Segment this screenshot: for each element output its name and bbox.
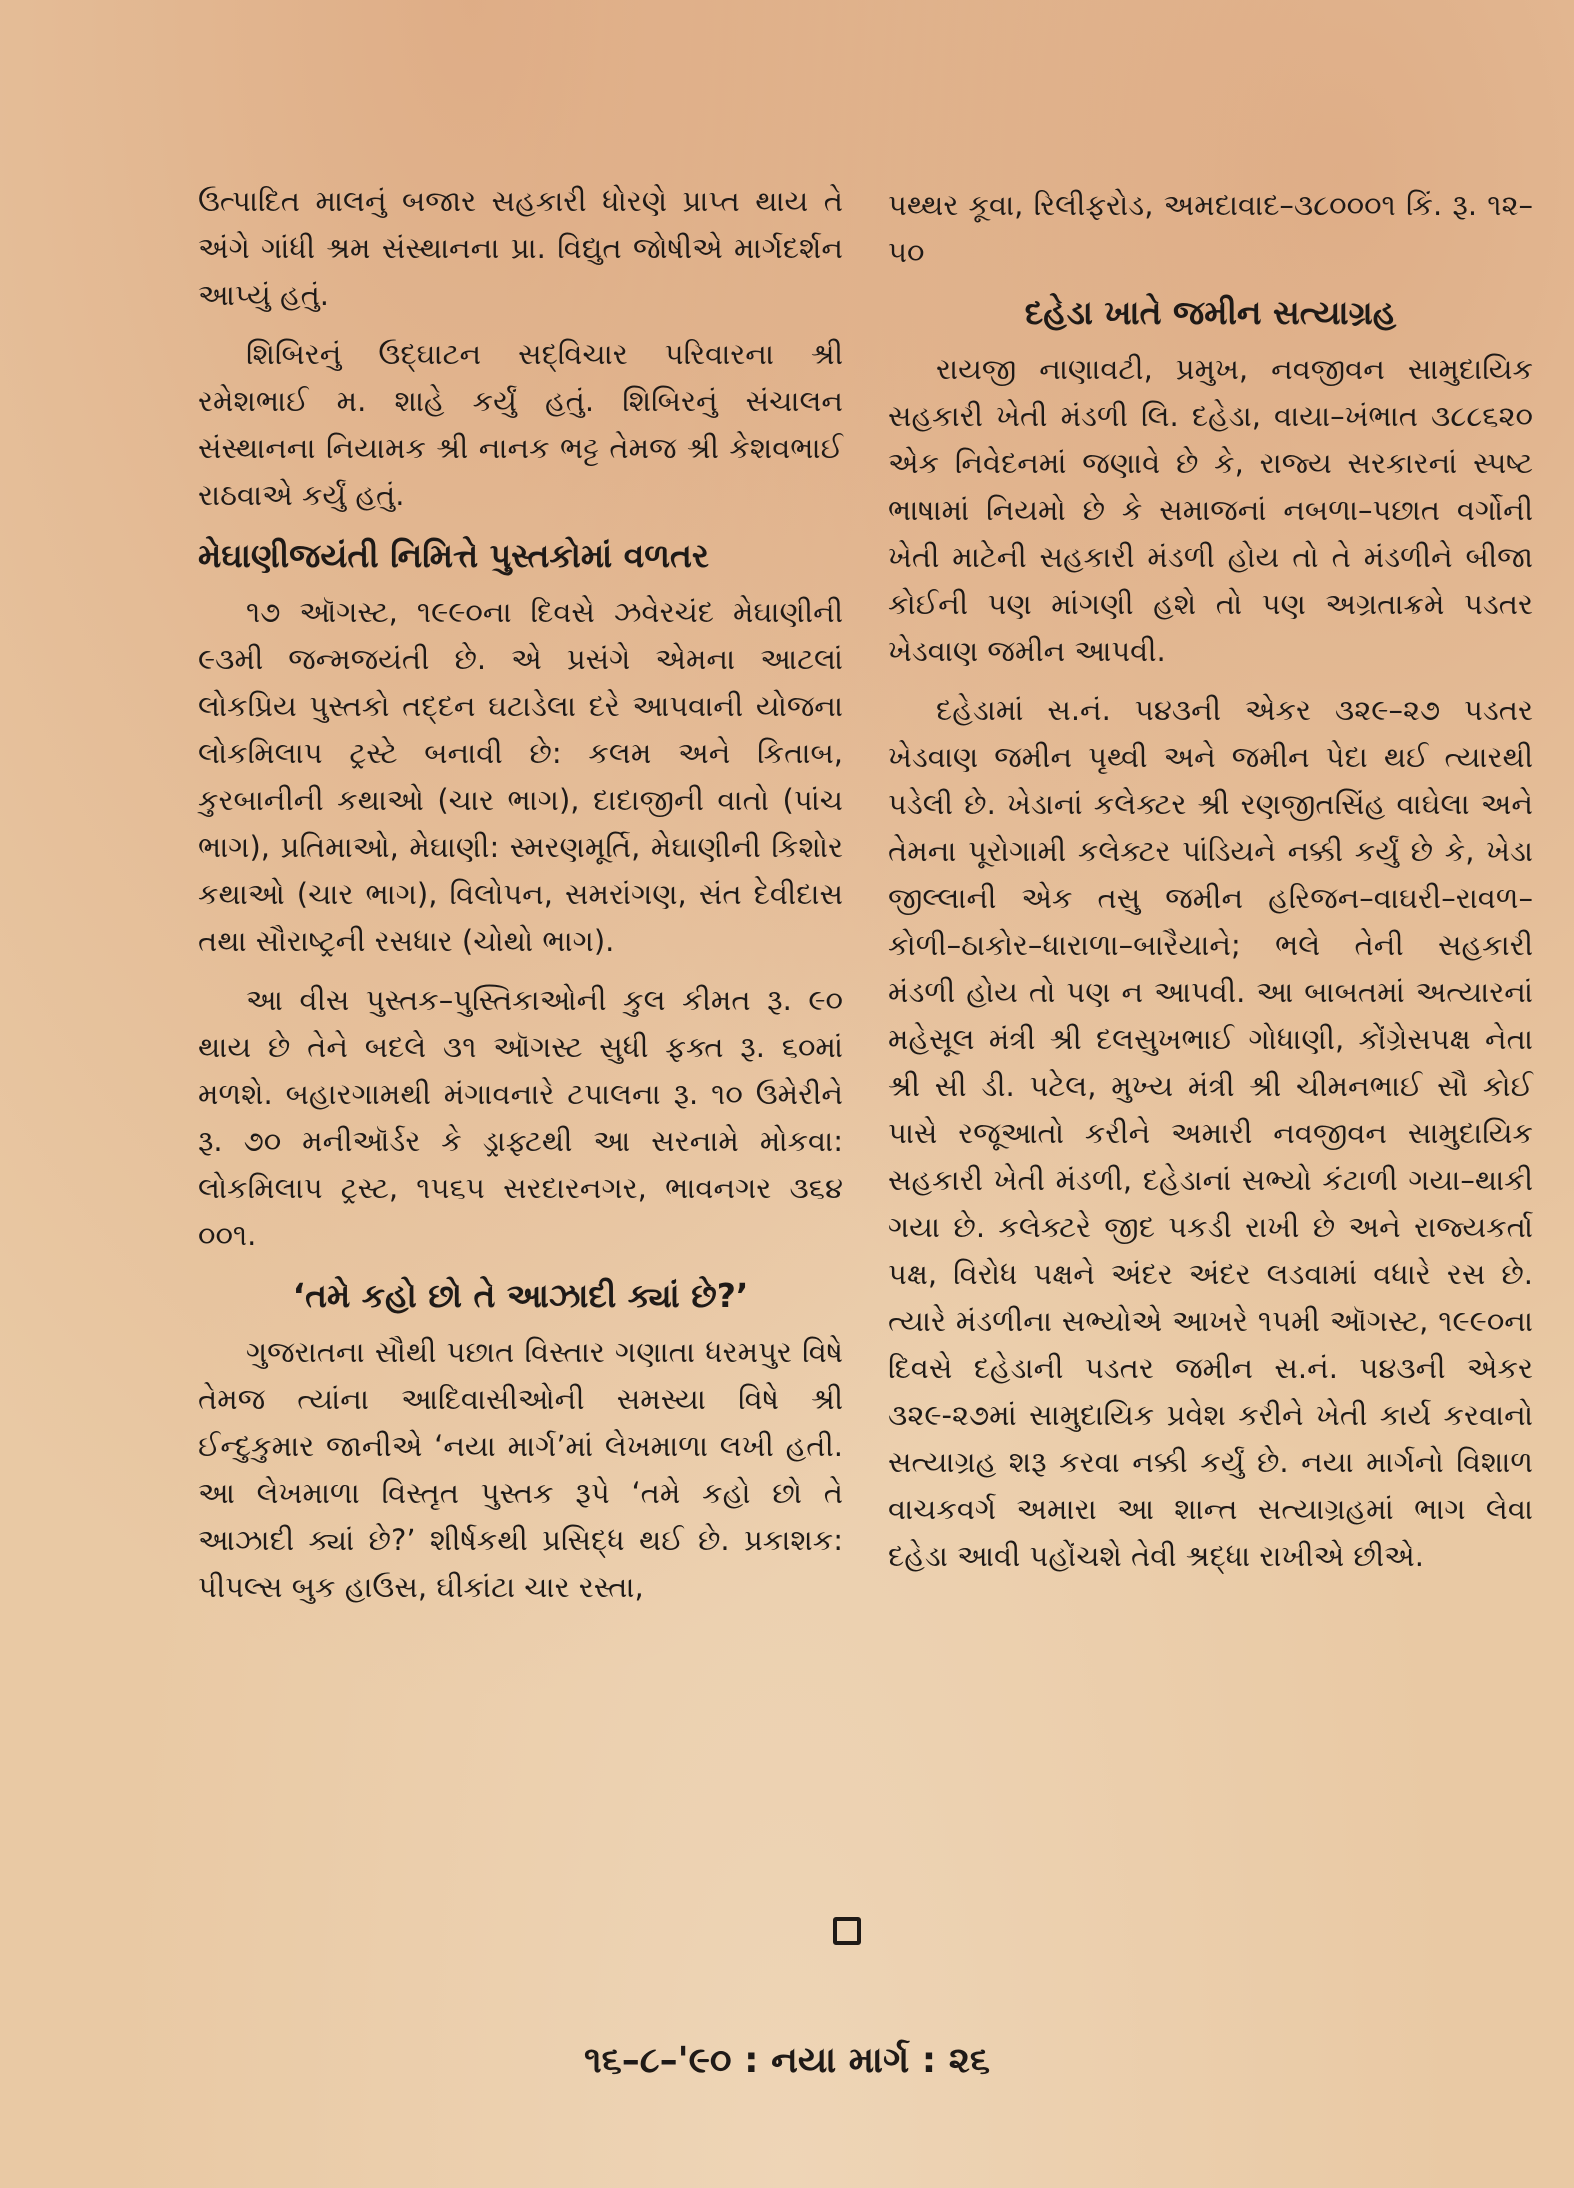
heading-meghani-jayanti: મેઘાણીજયંતી નિમિત્તે પુસ્તકોમાં વળતર — [198, 536, 709, 575]
heading-daheda-satyagraha: દહેડા ખાતે જમીન સત્યાગ્રહ — [1024, 293, 1397, 332]
heading-azadi-book: ‘તમે કહો છો તે આઝાદી ક્યાં છે?’ — [292, 1276, 749, 1315]
paragraph-dharampur-book: ગુજરાતના સૌથી પછાત વિસ્તાર ગણાતા ધરમપુર વિષે તેમજ ત્યાંના આદિવાસીઓની સમસ્યા વિષે શ્રી ઈન્દુકુમાર જાનીએ ‘નયા માર્ગ’માં લેખમાળા લખી હતી. આ લેખમાળા વિસ્તૃત પુસ્તક રૂપે ‘તમે કહો છો તે આઝાદી ક્યાં છે?’ શીર્ષકથી પ્રસિદ્ધ થઈ છે. પ્રકાશક: પીપલ્સ બુક હાઉસ, ઘીકાંટા ચાર રસ્તા, — [198, 1335, 843, 1604]
paragraph-meghani-books: ૧૭ ઑગસ્ટ, ૧૯૯૦ના દિવસે ઝવેરચંદ મેઘાણીની ૯૩મી જન્મજયંતી છે. એ પ્રસંગે એમના આટલાં લોકપ્રિય પુસ્તકો તદ્દન ઘટાડેલા દરે આપવાની યોજના લોકમિલાપ ટ્રસ્ટે બનાવી છે: કલમ અને કિતાબ, કુરબાનીની કથાઓ (ચાર ભાગ), દાદાજીની વાતો (પાંચ ભાગ), પ્રતિમાઓ, મેઘાણી: સ્મરણમૂર્તિ, મેઘાણીની કિશોર કથાઓ (ચાર ભાગ), વિલોપન, સમરાંગણ, સંત દેવીદાસ તથા સૌરાષ્ટ્રની રસધાર (ચોથો ભાગ). — [198, 595, 843, 958]
end-of-article-square-icon — [833, 1917, 861, 1945]
paragraph-publisher-address: પથ્થર કૂવા, રિલીફરોડ, અમદાવાદ–૩૮૦૦૦૧ કિં. રૂ. ૧૨–૫૦ — [888, 188, 1533, 269]
paragraph-shibir-marketing: ઉત્પાદિત માલનું બજાર સહકારી ધોરણે પ્રાપ્ત થાય તે અંગે ગાંધી શ્રમ સંસ્થાનના પ્રા. વિદ્યુત જોષીએ માર્ગદર્શન આપ્યું હતું. — [198, 184, 843, 312]
paragraph-shibir-inauguration: શિબિરનું ઉદ્ઘાટન સદ્‌વિચાર પરિવારના શ્રી રમેશભાઈ મ. શાહે કર્યું હતું. શિબિરનું સંચાલન સંસ્થાનના નિયામક શ્રી નાનક ભટ્ટ તેમજ શ્રી કેશવભાઈ રાઠવાએ કર્યું હતું. — [198, 337, 843, 512]
paragraph-cooperative-statement: રાયજી નાણાવટી, પ્રમુખ, નવજીવન સામુદાયિક સહકારી ખેતી મંડળી લિ. દહેડા, વાયા–ખંભાત ૩૮૮૬૨૦ એક નિવેદનમાં જણાવે છે કે, રાજ્ય સરકારનાં સ્પષ્ટ ભાષામાં નિયમો છે કે સમાજનાં નબળા–પછાત વર્ગોની ખેતી માટેની સહકારી મંડળી હોય તો તે મંડળીને બીજા કોઈની પણ માંગણી હશે તો પણ અગ્રતાક્રમે પડતર ખેડવાણ જમીન આપવી. — [888, 352, 1533, 668]
right-column — [888, 182, 1533, 1592]
paragraph-land-dispute: દહેડામાં સ.નં. ૫૪૩ની એકર ૩૨૯–૨૭ પડતર ખેડવાણ જમીન પૃથ્વી અને જમીન પેદા થઈ ત્યારથી પડેલી છે. ખેડાનાં કલેક્ટર શ્રી રણજીતસિંહ વાઘેલા અને તેમના પૂરોગામી કલેક્ટર પાંડિયને નક્કી કર્યું છે કે, ખેડા જીલ્લાની એક તસુ જમીન હરિજન–વાઘરી–રાવળ–કોળી–ઠાકોર–ધારાળા–બારૈયાને; ભલે તેની સહકારી મંડળી હોય તો પણ ન આપવી. આ બાબતમાં અત્યારનાં મહેસૂલ મંત્રી શ્રી દલસુખભાઈ ગોધાણી, કોંગ્રેસપક્ષ નેતા શ્રી સી ડી. પટેલ, મુખ્ય મંત્રી શ્રી ચીમનભાઈ સૌ કોઈ પાસે રજૂઆતો કરીને અમારી નવજીવન સામુદાયિક સહકારી ખેતી મંડળી, દહેડાનાં સભ્યો કંટાળી ગયા–થાકી ગયા છે. કલેક્ટરે જીદ પકડી રાખી છે અને રાજ્યકર્તા પક્ષ, વિરોધ પક્ષને અંદર અંદર લડવામાં વધારે રસ છે. ત્યારે મંડળીના સભ્યોએ આખરે ૧૫મી ઑગસ્ટ, ૧૯૯૦ના દિવસે દહેડાની પડતર જમીન સ.નં. ૫૪૩ની એકર ૩૨૯-૨૭માં સામુદાયિક પ્રવેશ કરીને ખેતી કાર્ય કરવાનો સત્યાગ્રહ શરૂ કરવા નક્કી કર્યું છે. નયા માર્ગનો વિશાળ વાચકવર્ગ અમારા આ શાન્ત સત્યાગ્રહમાં ભાગ લેવા દહેડા આવી પહોંચશે તેવી શ્રદ્ધા રાખીએ છીએ. — [888, 693, 1533, 1573]
left-column — [198, 178, 843, 1623]
paragraph-book-prices: આ વીસ પુસ્તક–પુસ્તિકાઓની કુલ કીમત રૂ. ૯૦ થાય છે તેને બદલે ૩૧ ઑગસ્ટ સુધી ફક્ત રૂ. ૬૦માં મળશે. બહારગામથી મંગાવનારે ટપાલના રૂ. ૧૦ ઉમેરીને રૂ. ૭૦ મનીઑર્ડર કે ડ્રાફ્ટથી આ સરનામે મોકવા: લોકમિલાપ ટ્રસ્ટ, ૧૫૬૫ સરદારનગર, ભાવનગર ૩૬૪ ૦૦૧. — [198, 983, 843, 1252]
page-footer: ૧૬–૮–'૯૦ : નયા માર્ગ : ૨૬ — [584, 2040, 990, 2081]
